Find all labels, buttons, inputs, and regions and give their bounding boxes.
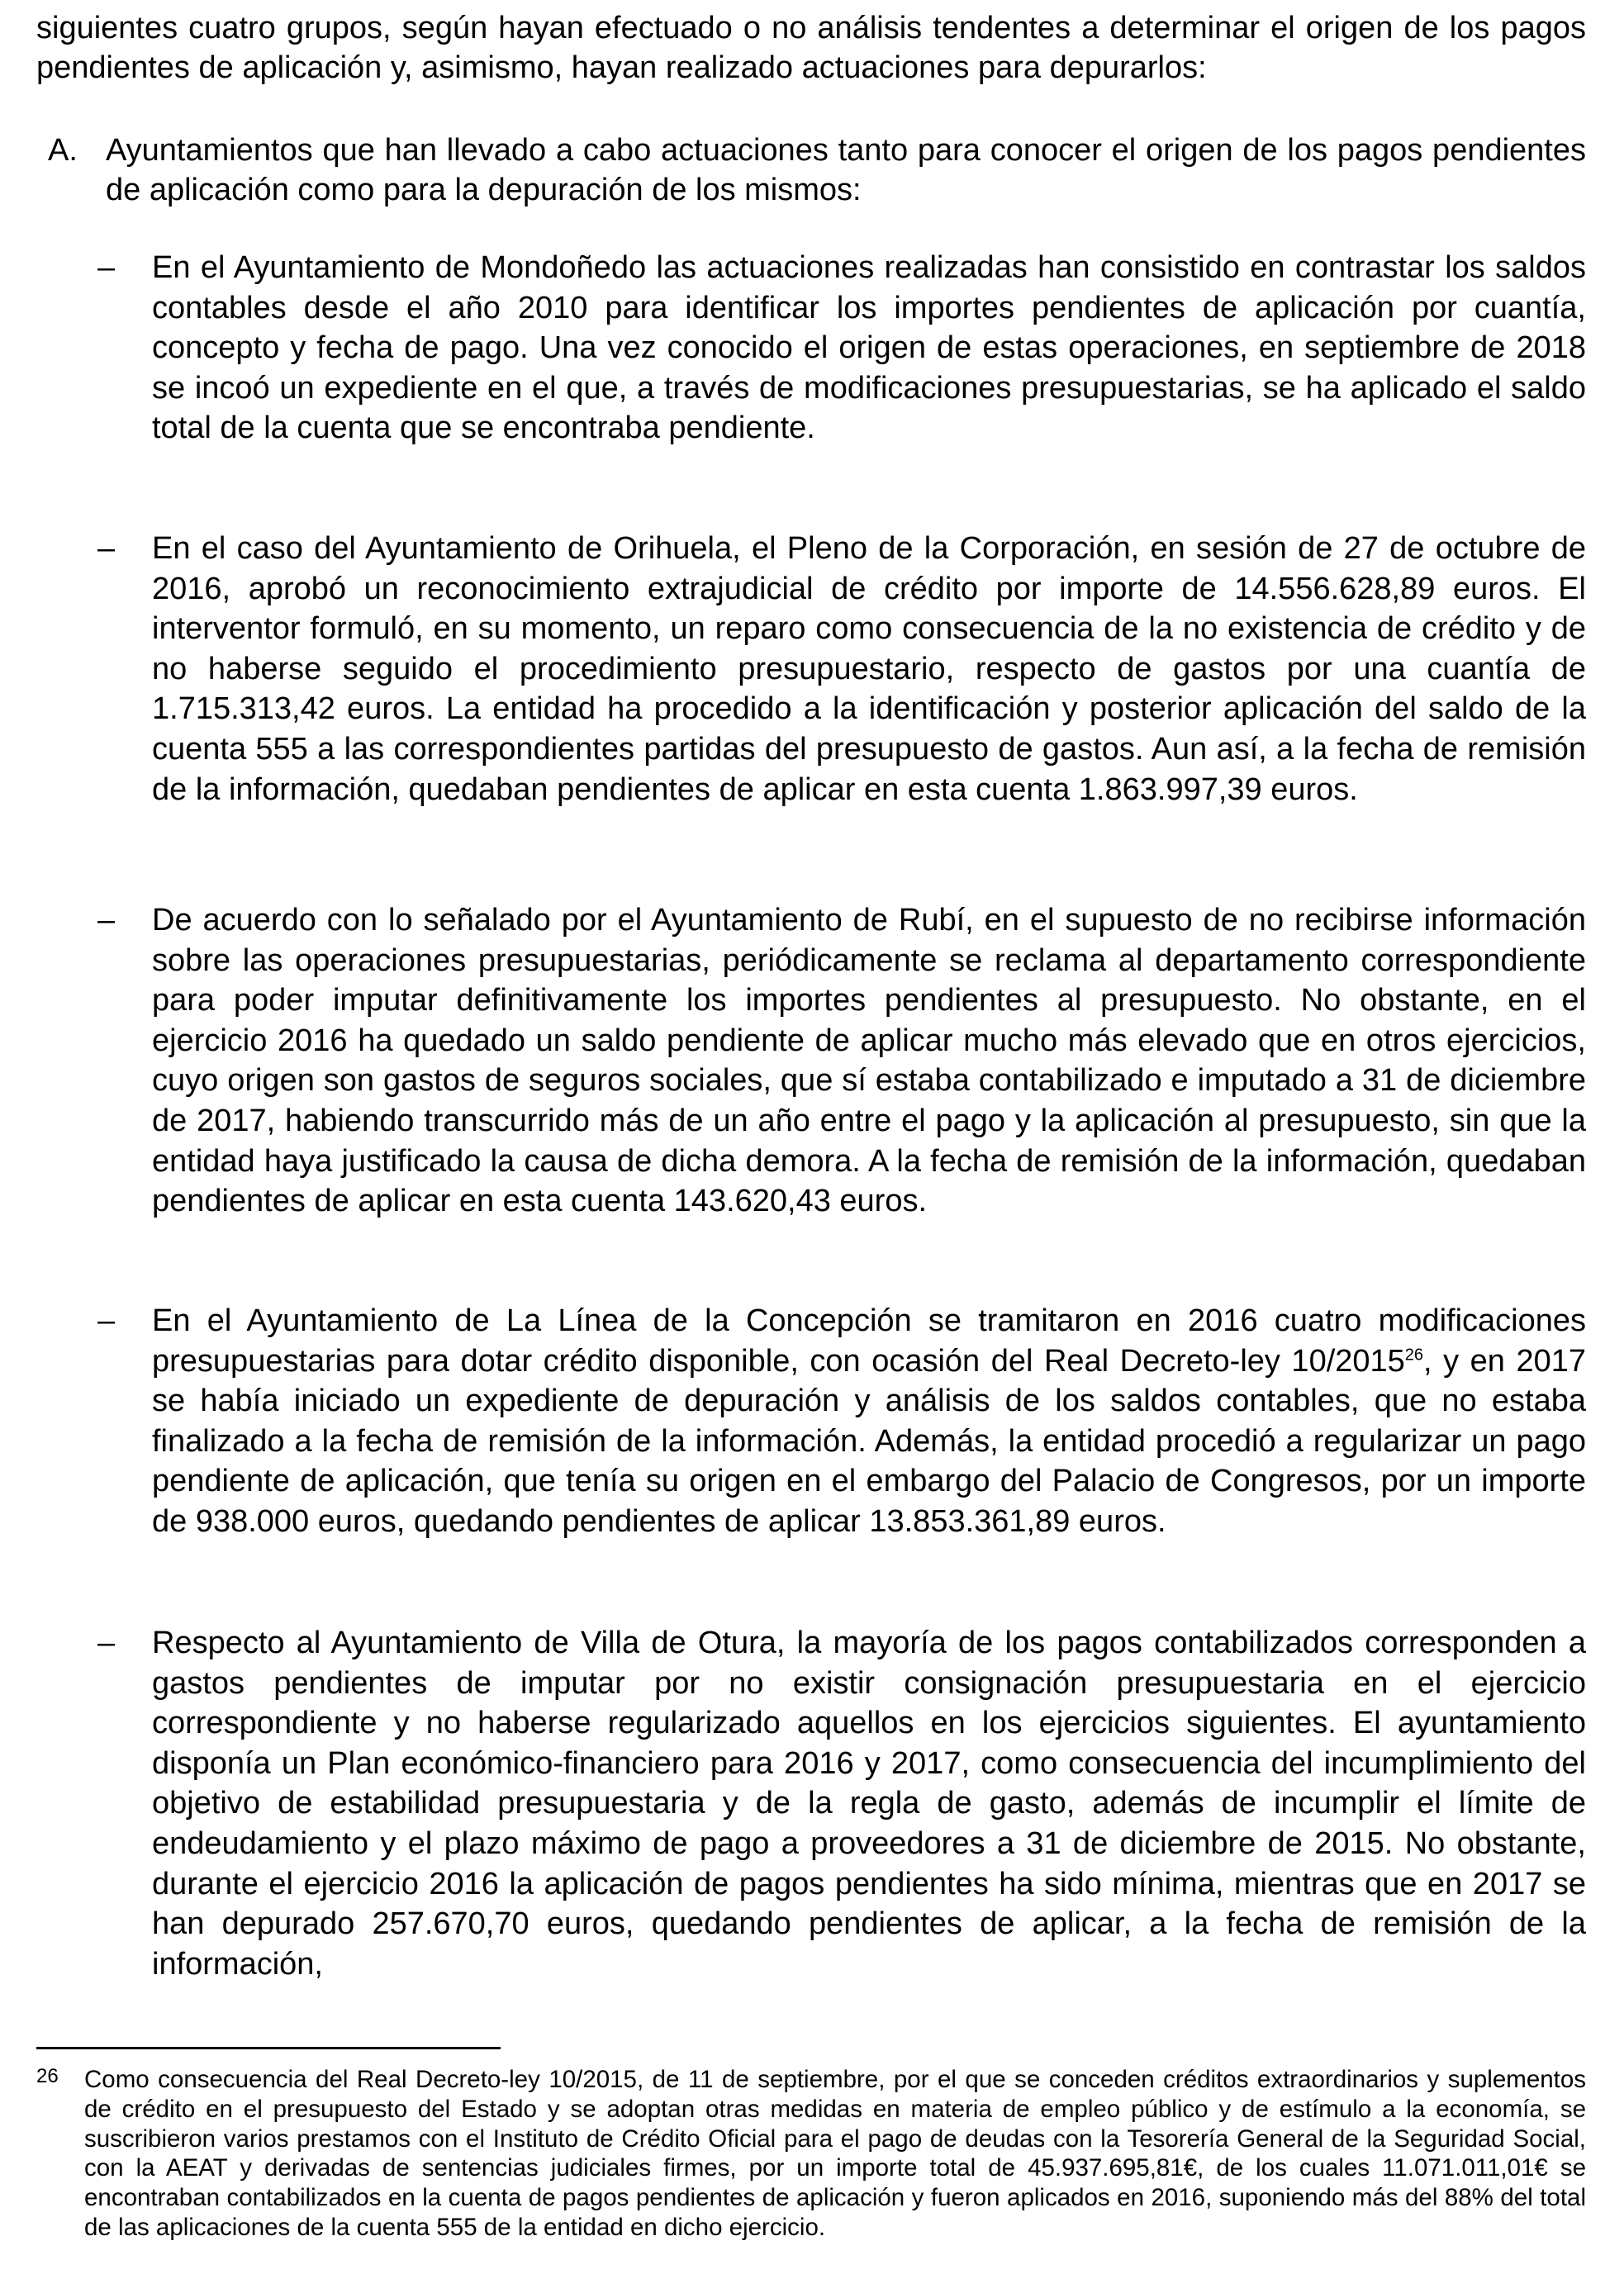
dash-bullet: – xyxy=(97,1626,116,1660)
list-item-text-before: En el Ayuntamiento de La Línea de la Concepción se tramitaron en 2016 cuatro modificaciones presupuestarias para dotar crédito disponible, con ocasión del Real Decreto-ley 10/2015 xyxy=(152,1303,1586,1379)
list-item xyxy=(97,248,1586,449)
list-item-text xyxy=(152,1301,1586,1542)
list-item xyxy=(97,1301,1586,1542)
list-item xyxy=(97,900,1586,1222)
list-item xyxy=(97,529,1586,809)
footnote-number: 26 xyxy=(36,2065,59,2087)
footnote-text: Como consecuencia del Real Decreto-ley 10/2015, de 11 de septiembre, por el que se conceden créditos extraordinarios y suplementos de crédito en el presupuesto del Estado y se adoptan otras medidas en materia de empleo público y de estímulo a la economía, se suscribieron varios prestamos con el Instituto de Crédito Oficial para el pago de deudas con la Tesorería General de la Seguridad Social, con la AEAT y derivadas de sentencias judiciales firmes, por un importe total de 45.937.695,81€, de los cuales 11.071.011,01€ se encontraban contabilizados en la cuenta de pagos pendientes de aplicación y fueron aplicados en 2016, suponiendo más del 88% del total de las aplicaciones de la cuenta 555 de la entidad en dicho ejercicio. xyxy=(84,2066,1586,2241)
section-a-heading xyxy=(48,131,1586,210)
intro-paragraph: siguientes cuatro grupos, según hayan efectuado o no análisis tendentes a determinar el origen de los pagos pendientes de aplicación y, asimismo, hayan realizado actuaciones para depurarlos: xyxy=(36,11,1586,85)
footnote xyxy=(36,2065,1586,2243)
section-a-text: Ayuntamientos que han llevado a cabo actuaciones tanto para conocer el origen de los pagos pendientes de aplicación como para la depuración de los mismos: xyxy=(106,133,1586,207)
list-item-text: Respecto al Ayuntamiento de Villa de Otura, la mayoría de los pagos contabilizados corresponden a gastos pendientes de imputar por no existir consignación presupuestaria en el ejercicio correspondiente y no haberse regularizado aquellos en los ejercicios siguientes. El ayuntamiento disponía un Plan económico-financiero para 2016 y 2017, como consecuencia del incumplimiento del objetivo de estabilidad presupuestaria y de la regla de gasto, además de incumplir el límite de endeudamiento y el plazo máximo de pago a proveedores a 31 de diciembre de 2015. No obstante, durante el ejercicio 2016 la aplicación de pagos pendientes ha sido mínima, mientras que en 2017 se han depurado 257.670,70 euros, quedando pendientes de aplicar, a la fecha de remisión de la información, xyxy=(152,1626,1586,1982)
dash-bullet: – xyxy=(97,531,116,566)
dash-bullet: – xyxy=(97,1303,116,1338)
list-item-text-after: , y en 2017 se había iniciado un expediente de depuración y análisis de los saldos contables, que no estaba finalizado a la fecha de remisión de la información. Además, la entidad procedió a regularizar un pago pendiente de aplicación, que tenía su origen en el embargo del Palacio de Congresos, por un importe de 938.000 euros, quedando pendientes de aplicar 13.853.361,89 euros. xyxy=(152,1343,1586,1539)
list-item-text: En el Ayuntamiento de Mondoñedo las actuaciones realizadas han consistido en contrastar los saldos contables desde el año 2010 para identificar los importes pendientes de aplicación por cuantía, concepto y fecha de pago. Una vez conocido el origen de estas operaciones, en septiembre de 2018 se incoó un expediente en el que, a través de modificaciones presupuestarias, se ha aplicado el saldo total de la cuenta que se encontraba pendiente. xyxy=(152,250,1586,446)
list-item-text: De acuerdo con lo señalado por el Ayuntamiento de Rubí, en el supuesto de no recibirse información sobre las operaciones presupuestarias, periódicamente se reclama al departamento correspondiente para poder imputar definitivamente los importes pendientes al presupuesto. No obstante, en el ejercicio 2016 ha quedado un saldo pendiente de aplicar mucho más elevado que en otros ejercicios, cuyo origen son gastos de seguros sociales, que sí estaba contabilizado e imputado a 31 de diciembre de 2017, habiendo transcurrido más de un año entre el pago y la aplicación al presupuesto, sin que la entidad haya justificado la causa de dicha demora. A la fecha de remisión de la información, quedaban pendientes de aplicar en esta cuenta 143.620,43 euros. xyxy=(152,903,1586,1219)
list-item-text: En el caso del Ayuntamiento de Orihuela, el Pleno de la Corporación, en sesión de 27 de octubre de 2016, aprobó un reconocimiento extrajudicial de crédito por importe de 14.556.628,89 euros. El interventor formuló, en su momento, un reparo como consecuencia de la no existencia de crédito y de no haberse seguido el procedimiento presupuestario, respecto de gastos por una cuantía de 1.715.313,42 euros. La entidad ha procedido a la identificación y posterior aplicación del saldo de la cuenta 555 a las correspondientes partidas del presupuesto de gastos. Aun así, a la fecha de remisión de la información, quedaban pendientes de aplicar en esta cuenta 1.863.997,39 euros. xyxy=(152,531,1586,807)
footnote-separator xyxy=(36,2047,501,2049)
list-item xyxy=(97,1623,1586,1984)
dash-bullet: – xyxy=(97,903,116,938)
dash-bullet: – xyxy=(97,250,116,285)
footnote-reference[interactable]: 26 xyxy=(1404,1345,1424,1364)
section-a-letter: A. xyxy=(48,133,78,168)
